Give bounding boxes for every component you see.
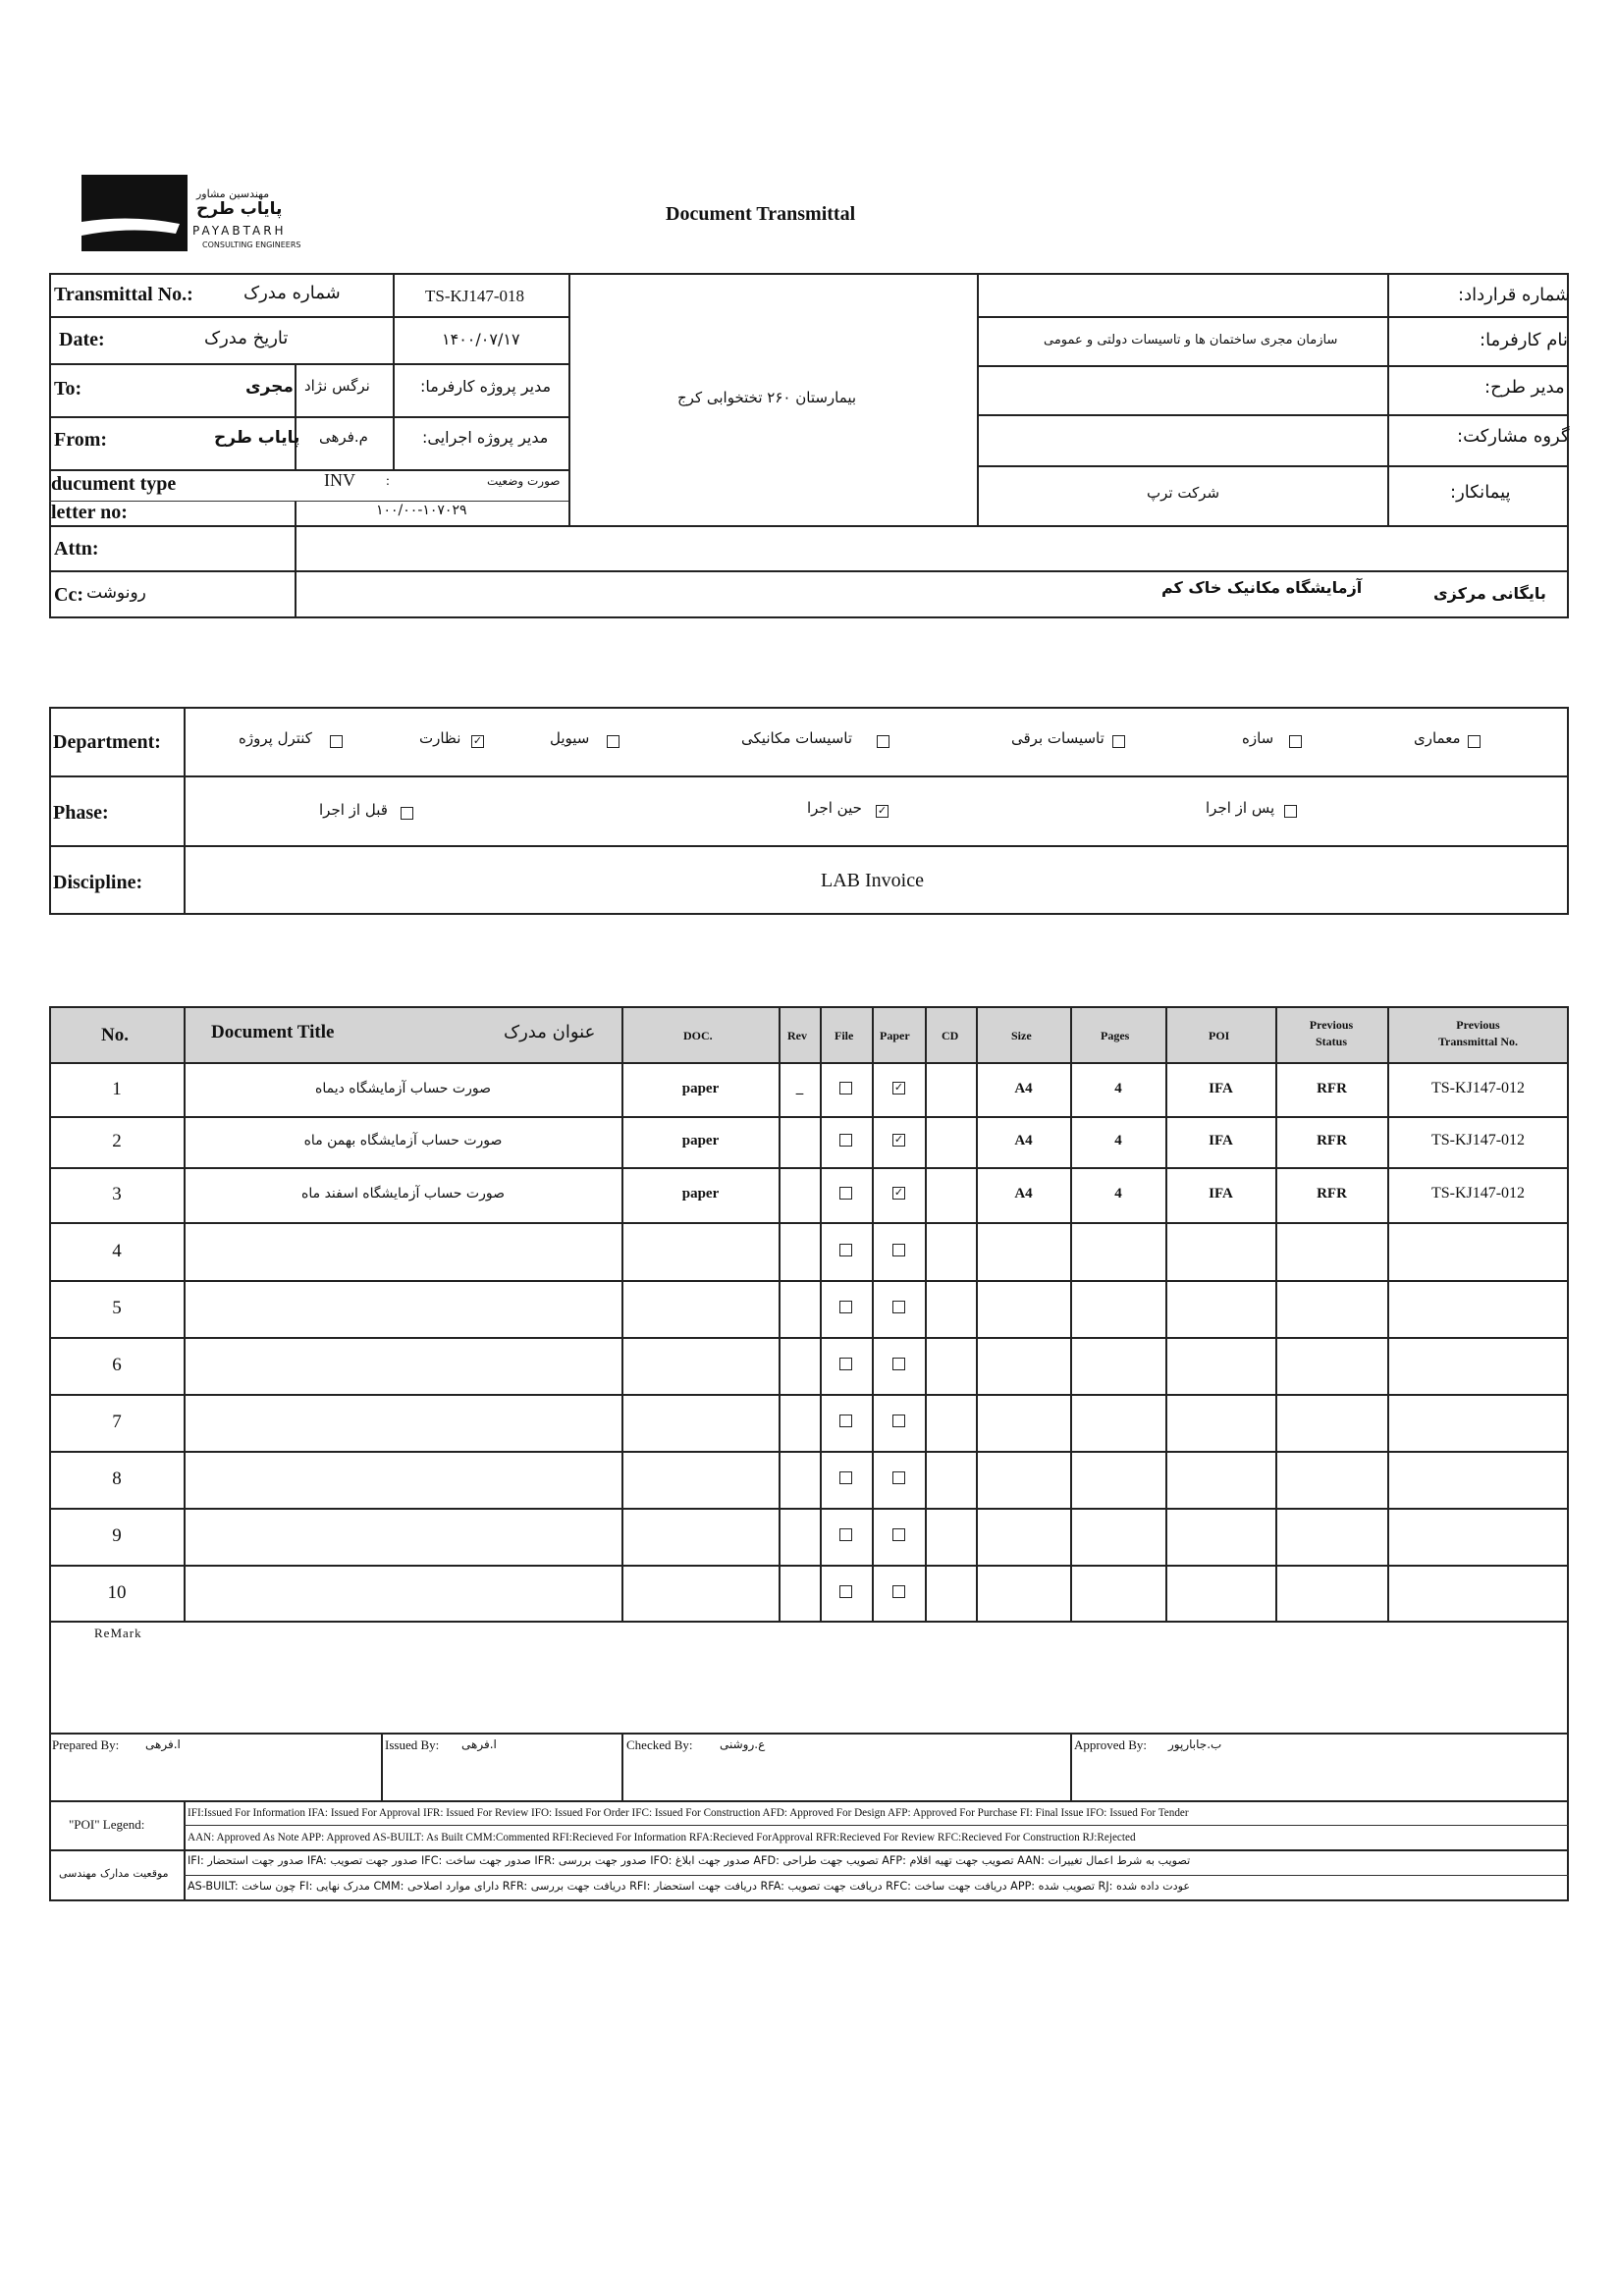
phase-after-label: پس از اجرا [1206, 799, 1275, 817]
department-label: Department: [53, 731, 161, 753]
dept-project-control-label: کنترل پروژه [239, 729, 312, 747]
dept-structure-checkbox[interactable] [1289, 735, 1302, 748]
dept-architecture-label: معماری [1414, 729, 1461, 747]
row-paper-checkbox[interactable] [892, 1301, 905, 1313]
row-size: A4 [1014, 1132, 1033, 1148]
dept-electrical-label: تاسیسات برقی [1011, 729, 1104, 747]
dept-electrical-checkbox[interactable] [1112, 735, 1125, 748]
dept-civil-label: سیویل [550, 729, 590, 747]
legend-line-3: IFI: صدور جهت استحضار IFA: صدور جهت تصویب IFC: صدور جهت ساخت IFR: صدور جهت بررسی IFO: صدور جهت ابلاغ AFD: تصویب جهت طراحی AFP: تصویب جهت تهیه اقلام AAN: تصویب به شرط اعمال تغییرات [188, 1854, 1191, 1867]
row-previous-status: RFR [1317, 1185, 1347, 1201]
to-role: مدیر پروژه کارفرما: [420, 377, 552, 396]
doc-type-label: ducument type [51, 473, 177, 495]
row-doc-type: paper [681, 1132, 720, 1148]
remark-label: ReMark [94, 1626, 142, 1640]
employer-label: نام کارفرما: [1480, 330, 1568, 350]
logo-text-fa: پایاب طرح [196, 199, 283, 219]
row-number: 5 [112, 1297, 122, 1318]
row-poi: IFA [1209, 1132, 1233, 1148]
from-role: مدیر پروژه اجرایی: [422, 428, 549, 447]
dept-civil-checkbox[interactable] [607, 735, 619, 748]
row-poi: IFA [1209, 1185, 1233, 1201]
designer-label: مدیر طرح: [1484, 377, 1565, 398]
legend-line-1: IFI:Issued For Information IFA: Issued For Approval IFR: Issued For Review IFO: Issued For Order IFC: Issued For Construction AFD: Approved For Design AFP: Approved For Purchase FI: Final Issue IFO: Issued For Tender [188, 1807, 1189, 1819]
row-pages: 4 [1114, 1080, 1122, 1096]
checked-label: Checked By: [626, 1737, 693, 1752]
row-paper-checkbox[interactable]: ✓ [893, 1186, 904, 1199]
row-file-checkbox[interactable] [839, 1358, 852, 1370]
doc-type-colon: : [386, 474, 390, 489]
row-size: A4 [1014, 1185, 1033, 1201]
header-prev-status-2: Status [1315, 1035, 1347, 1048]
row-number: 6 [112, 1354, 122, 1375]
row-size: A4 [1014, 1080, 1033, 1096]
header-cd: CD [942, 1029, 959, 1042]
header-prev-trans-2: Transmittal No. [1437, 1035, 1519, 1048]
row-number: 2 [112, 1130, 122, 1151]
row-document-title: صورت حساب آزمایشگاه بهمن ماه [303, 1133, 503, 1148]
date-label: Date: [59, 329, 105, 350]
row-paper-checkbox[interactable] [892, 1528, 905, 1541]
date-label-fa: تاریخ مدرک [204, 328, 289, 348]
approved-value: ب.جابارپور [1168, 1737, 1222, 1751]
row-previous-status: RFR [1317, 1132, 1347, 1148]
header-doc: DOC. [683, 1029, 713, 1042]
cc-label: Cc: [54, 584, 83, 606]
phase-after-checkbox[interactable] [1284, 805, 1297, 818]
row-file-checkbox[interactable] [839, 1134, 852, 1147]
discipline-value: LAB Invoice [821, 870, 924, 891]
row-number: 10 [107, 1581, 127, 1603]
dept-mechanical-label: تاسیسات مکانیکی [741, 729, 853, 747]
from-label: From: [54, 429, 108, 451]
from-value: پایاب طرح [214, 428, 300, 448]
row-revision: _ [795, 1080, 804, 1096]
dept-supervision-checkbox[interactable]: ✓ [472, 734, 483, 747]
doc-type-fa: صورت وضعیت [487, 474, 561, 488]
status-legend-label: موقعیت مدارک مهندسی [59, 1867, 169, 1880]
header-title-fa: عنوان مدرک [504, 1022, 596, 1042]
row-number: 3 [112, 1183, 122, 1204]
row-pages: 4 [1114, 1185, 1122, 1201]
row-paper-checkbox[interactable] [892, 1244, 905, 1256]
header-title-en: Document Title [211, 1022, 335, 1042]
header-poi: POI [1209, 1029, 1230, 1042]
logo-text-en: PAYABTARH [192, 224, 287, 238]
doc-type-value: INV [324, 470, 355, 490]
header-prev-trans-1: Previous [1456, 1018, 1500, 1032]
row-paper-checkbox[interactable] [892, 1415, 905, 1427]
attn-label: Attn: [54, 538, 99, 560]
header-size: Size [1011, 1029, 1032, 1042]
phase-label: Phase: [53, 802, 109, 824]
to-value: مجری [245, 377, 294, 397]
poi-legend-label: "POI" Legend: [69, 1817, 145, 1832]
row-document-title: صورت حساب آزمایشگاه اسفند ماه [301, 1186, 505, 1201]
phase-before-checkbox[interactable] [401, 807, 413, 820]
row-file-checkbox[interactable] [839, 1244, 852, 1256]
to-person: نرگس نژاد [304, 377, 370, 395]
row-doc-type: paper [681, 1185, 720, 1201]
row-number: 1 [112, 1078, 122, 1099]
prepared-value: ا.فرهی [145, 1737, 181, 1751]
row-file-checkbox[interactable] [839, 1187, 852, 1200]
logo-text-fa-top: مهندسین مشاور [196, 187, 270, 200]
phase-during-checkbox[interactable]: ✓ [877, 804, 888, 817]
header-prev-status-1: Previous [1309, 1018, 1354, 1032]
header-file: File [835, 1029, 854, 1042]
header-no: No. [101, 1025, 129, 1045]
issued-value: ا.فرهی [461, 1737, 497, 1751]
row-file-checkbox[interactable] [839, 1415, 852, 1427]
dept-mechanical-checkbox[interactable] [877, 735, 889, 748]
date-value: ۱۴۰۰/۰۷/۱۷ [442, 330, 520, 348]
dept-supervision-label: نظارت [419, 729, 461, 747]
row-file-checkbox[interactable] [839, 1082, 852, 1095]
row-file-checkbox[interactable] [839, 1528, 852, 1541]
row-paper-checkbox[interactable]: ✓ [893, 1133, 904, 1146]
partnership-label: گروه مشارکت: [1457, 426, 1570, 447]
row-poi: IFA [1209, 1080, 1233, 1096]
dept-structure-label: سازه [1242, 729, 1274, 747]
logo-subtitle: CONSULTING ENGINEERS [202, 240, 301, 249]
row-file-checkbox[interactable] [839, 1585, 852, 1598]
row-previous-transmittal: TS-KJ147-012 [1430, 1080, 1526, 1096]
header-rev: Rev [787, 1029, 807, 1042]
phase-during-label: حین اجرا [807, 799, 862, 817]
cc-value: آزمایشگاه مکانیک خاک کم [1161, 578, 1363, 597]
row-previous-status: RFR [1317, 1080, 1347, 1096]
cc-label-fa: رونوشت [86, 583, 146, 603]
row-previous-transmittal: TS-KJ147-012 [1430, 1185, 1526, 1201]
project-name: بیمارستان ۲۶۰ تختخوابی کرج [677, 389, 857, 406]
row-number: 7 [112, 1411, 122, 1432]
transmittal-label: Transmittal No.: [54, 284, 193, 305]
row-file-checkbox[interactable] [839, 1471, 852, 1484]
row-file-checkbox[interactable] [839, 1301, 852, 1313]
to-label: To: [54, 378, 82, 400]
checked-value: ع.روشنی [720, 1737, 766, 1751]
document-title: Document Transmittal [666, 203, 856, 225]
letter-label: letter no: [51, 502, 128, 523]
row-number: 4 [112, 1240, 122, 1261]
discipline-label: Discipline: [53, 872, 143, 893]
dept-architecture-checkbox[interactable] [1468, 735, 1481, 748]
dept-project-control-checkbox[interactable] [330, 735, 343, 748]
row-number: 9 [112, 1524, 122, 1546]
cc-archive: بایگانی مرکزی [1433, 584, 1546, 603]
row-paper-checkbox[interactable]: ✓ [893, 1081, 904, 1094]
row-previous-transmittal: TS-KJ147-012 [1430, 1132, 1526, 1148]
employer-value: سازمان مجری ساختمان ها و تاسیسات دولتی و عمومی [1044, 333, 1338, 347]
row-doc-type: paper [681, 1080, 720, 1096]
contractor-label: پیمانکار: [1450, 482, 1511, 503]
row-paper-checkbox[interactable] [892, 1585, 905, 1598]
prepared-label: Prepared By: [52, 1737, 120, 1752]
logo-mark-icon [81, 175, 188, 251]
legend-line-2: AAN: Approved As Note APP: Approved AS-BUILT: As Built CMM:Commented RFI:Recieved For Information RFA:Recieved ForApproval RFR:Recieved For Review RFC:Recieved For Construction RJ:Rejected [188, 1832, 1136, 1843]
phase-before-label: قبل از اجرا [319, 801, 388, 819]
transmittal-number: TS-KJ147-018 [425, 287, 525, 305]
row-pages: 4 [1114, 1132, 1122, 1148]
letter-value: ۱۰۰/۰۰-۱۰۷۰۲۹ [376, 503, 467, 518]
row-document-title: صورت حساب آزمایشگاه دیماه [315, 1081, 491, 1096]
contractor-value: شرکت ترپ [1147, 484, 1220, 502]
header-paper: Paper [880, 1029, 910, 1042]
issued-label: Issued By: [385, 1737, 440, 1752]
from-person: م.فرهی [319, 428, 368, 446]
approved-label: Approved By: [1074, 1737, 1148, 1752]
transmittal-label-fa: شماره مدرک [243, 283, 341, 303]
row-paper-checkbox[interactable] [892, 1471, 905, 1484]
row-number: 8 [112, 1468, 122, 1489]
row-paper-checkbox[interactable] [892, 1358, 905, 1370]
legend-line-4: AS-BUILT: چون ساخت FI: مدرک نهایی CMM: دارای موارد اصلاحی RFR: دریافت جهت بررسی RFI: دریافت جهت استحضار RFA: دریافت جهت تصویب RFC: دریافت جهت ساخت APP: تصویب شده RJ: عودت داده شده [188, 1880, 1191, 1893]
header-pages: Pages [1101, 1029, 1130, 1042]
contract-no-label: شماره قرارداد: [1458, 285, 1571, 305]
